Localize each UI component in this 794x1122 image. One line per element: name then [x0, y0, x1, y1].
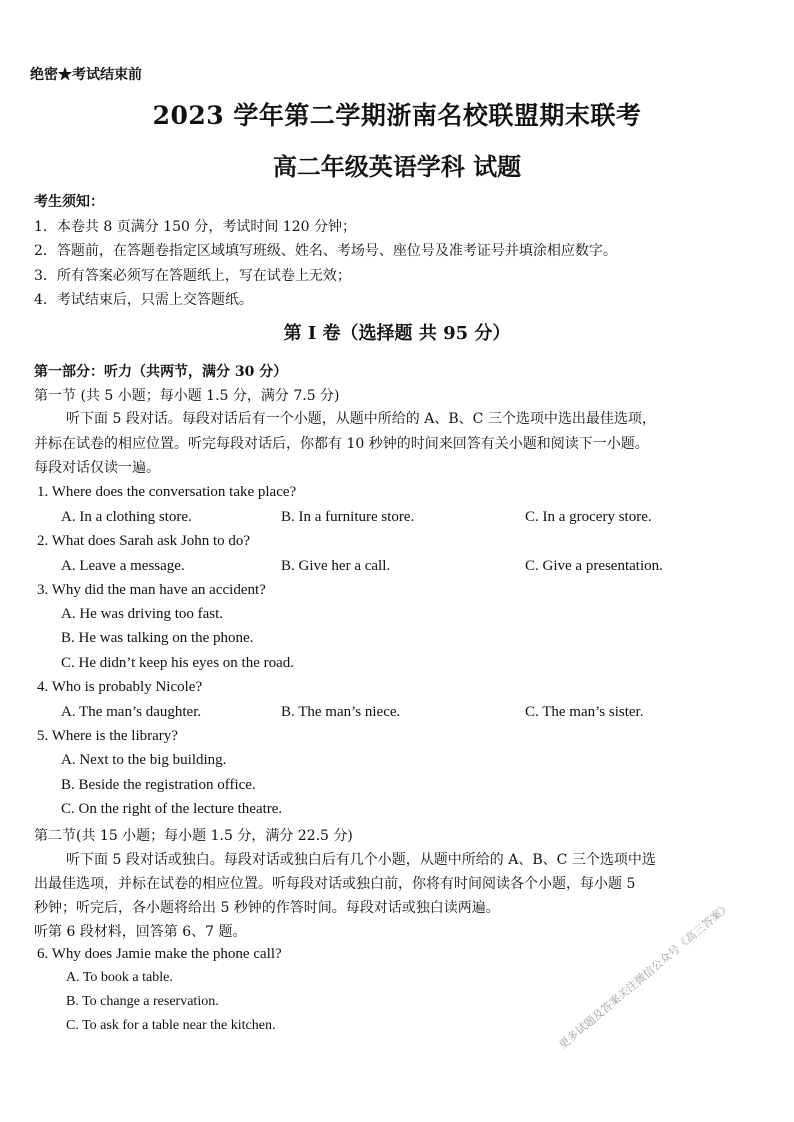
question-option: A. The man’s daughter. [61, 704, 202, 720]
section2-instruction-line: 听下面 5 段对话或独白。每段对话或独白后有几个小题，从题中所给的 A、B、C 三个选项中选 [66, 852, 656, 868]
question-option: A. Next to the big building. [61, 752, 227, 768]
notes-item: 1．本卷共 8 页满分 150 分，考试时间 120 分钟； [34, 218, 356, 235]
question-option: A. To book a table. [66, 970, 173, 985]
section1-instruction-line: 听下面 5 段对话。每段对话后有一个小题，从题中所给的 A、B、C 三个选项中选出最佳选项， [66, 411, 656, 427]
question-option: B. Give her a call. [281, 558, 391, 574]
notes-item: 2．答题前，在答题卷指定区域填写班级、姓名、考场号、座位号及准考证号并填涂相应数字。 [34, 243, 617, 259]
question-option: A. He was driving too fast. [61, 606, 224, 622]
question-stem: 5. Where is the library? [37, 728, 178, 744]
section2-instruction-line: 出最佳选项，并标在试卷的相应位置。听每段对话或独白前，你将有时间阅读各个小题，每小题 5 [34, 876, 636, 892]
question-option: C. The man’s sister. [525, 704, 644, 720]
part1-heading: 第一部分：听力（共两节，满分 30 分） [34, 364, 288, 380]
question-option: C. He didn’t keep his eyes on the road. [61, 655, 295, 671]
question-option: B. In a furniture store. [281, 509, 415, 525]
exam-subtitle: 高二年级英语学科 试题 [272, 152, 522, 181]
question-option: C. Give a presentation. [525, 558, 663, 574]
question-option: A. Leave a message. [61, 558, 185, 574]
section1-heading: 第一节 (共 5 小题；每小题 1.5 分，满分 7.5 分) [34, 388, 340, 404]
watermark-text: 更多试题及答案关注微信公众号《高三答案》 [556, 900, 734, 1052]
section2-instruction-line: 秒钟；听完后，各小题将给出 5 秒钟的作答时间。每段对话或独白读两遍。 [34, 900, 500, 916]
question-option: C. On the right of the lecture theatre. [61, 801, 283, 817]
notes-item: 4．考试结束后，只需上交答题纸。 [34, 292, 253, 308]
question-option: C. In a grocery store. [525, 509, 652, 525]
question-stem: 6. Why does Jamie make the phone call? [37, 946, 282, 962]
section1-instruction-line: 每段对话仅读一遍。 [34, 460, 160, 476]
section2-heading: 第二节(共 15 小题；每小题 1.5 分，满分 22.5 分) [34, 828, 353, 844]
question-option: C. To ask for a table near the kitchen. [66, 1018, 276, 1033]
question-stem: 4. Who is probably Nicole? [37, 679, 203, 695]
question-stem: 1. Where does the conversation take place? [37, 484, 297, 500]
question-option: A. In a clothing store. [61, 509, 192, 525]
question-option: B. Beside the registration office. [61, 777, 256, 793]
notes-heading: 考生须知： [34, 194, 104, 210]
confidential-label: 绝密★考试结束前 [30, 67, 142, 83]
question-option: B. To change a reservation. [66, 994, 219, 1009]
exam-title: 2023 学年第二学期浙南名校联盟期末联考 [152, 101, 642, 130]
question-stem: 2. What does Sarah ask John to do? [37, 533, 251, 549]
section1-instruction-line: 并标在试卷的相应位置。听完每段对话后，你都有 10 秒钟的时间来回答有关小题和阅读下一小题。 [34, 436, 649, 452]
question-stem: 3. Why did the man have an accident? [37, 582, 266, 598]
candidate-notes [34, 190, 617, 313]
material-instruction: 听第 6 段材料，回答第 6、7 题。 [34, 924, 247, 940]
notes-item: 3．所有答案必须写在答题纸上，写在试卷上无效； [34, 267, 351, 284]
question-option: B. He was talking on the phone. [61, 630, 254, 646]
question-option: B. The man’s niece. [281, 704, 401, 720]
volume-title: 第 I 卷（选择题 共 95 分） [283, 323, 511, 344]
